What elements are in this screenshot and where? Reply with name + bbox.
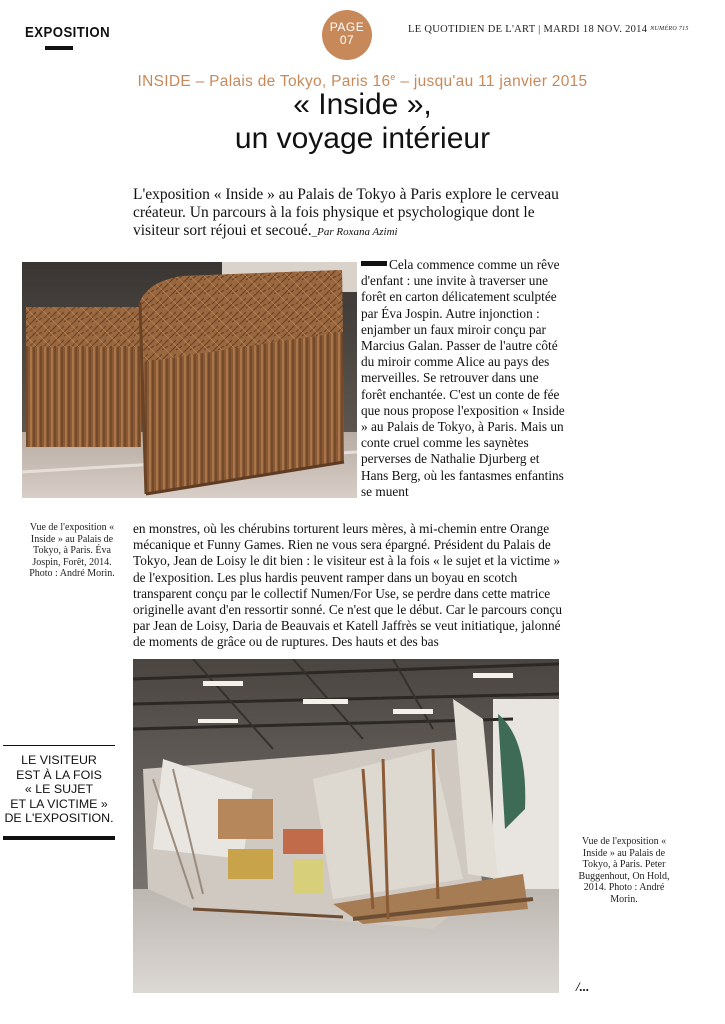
paragraph-mark — [361, 261, 387, 266]
page-number: 07 — [339, 33, 355, 47]
pull-quote-line-2: EST À LA FOIS — [16, 767, 102, 782]
masthead — [408, 24, 689, 35]
caption-photo-1: Vue de l'exposition « Inside » au Palais de Tokyo, à Paris. Éva Jospin, Forêt, 2014. Photo : André Morin. — [29, 522, 115, 579]
caption-photo-2: Vue de l'exposition « Inside » au Palais de Tokyo, à Paris. Peter Buggenhout, On Hold, 2014. Photo : André Morin. — [578, 836, 670, 905]
article-lede — [133, 186, 563, 241]
kicker-main: INSIDE – Palais de Tokyo, Paris 16 — [137, 73, 391, 91]
pull-quote-line-1: LE VISITEUR — [21, 753, 97, 767]
body-column-text — [361, 257, 565, 500]
issue-number: NUMÉRO 715 — [650, 26, 689, 32]
pull-quote — [3, 745, 115, 826]
byline: _Par Roxana Azimi — [311, 226, 398, 238]
lede-text: L'exposition « Inside » au Palais de Tokyo à Paris explore le cerveau créateur. Un parcours à la fois physique et psychologique dont le visiteur sort réjoui et secoué. — [133, 186, 559, 239]
photo-installation-on-hold — [133, 659, 559, 993]
continued-marker: /... — [576, 979, 590, 994]
section-label: EXPOSITION — [25, 24, 111, 41]
pull-quote-line-5: DE L'EXPOSITION. — [4, 811, 114, 825]
article-headline — [0, 88, 725, 156]
pull-quote-line-3: « LE SUJET — [24, 782, 94, 796]
masthead-title-date: LE QUOTIDIEN DE L'ART | MARDI 18 NOV. 2014 — [408, 24, 648, 35]
pull-quote-line-4: ET LA VICTIME » — [10, 796, 108, 811]
section-rule — [45, 46, 73, 50]
page-badge-label: PAGE — [329, 20, 365, 34]
kicker-end: – jusqu'au 11 janvier 2015 — [395, 73, 588, 91]
pull-quote-rule — [3, 836, 115, 840]
photo-cardboard-forest — [22, 262, 357, 498]
page-badge — [322, 10, 372, 60]
headline-line-1: « Inside », — [293, 88, 432, 121]
body-column: Cela commence comme un rêve d'enfant : une invite à traverser une forêt en carton délicatement sculptée par Éva Jospin. Autre injonction : enjamber un faux miroir conçu par Marcius Galan. Passer de l'autre côté du miroir comme Alice au pays des merveilles. Se retrouver dans une forêt enchantée. C'est un conte de fée que nous propose l'exposition « Inside » au Palais de Tokyo, à Paris. Mais un conte cruel comme les saynètes perverses de Nathalie Djurberg et Hans Berg, où les fantasmes enfantins se muent — [361, 257, 565, 499]
body-wide-text: en monstres, où les chérubins torturent leurs mères, à mi-chemin entre Orange mécanique et Funny Games. Rien ne vous sera épargné. Président du Palais de Tokyo, Jean de Loisy le dit bien : le visiteur est à la fois « le sujet et la victime » de l'exposition. Les plus hardis peuvent ramper dans un boyau en scotch transparent conçu par le collectif Numen/For Use, se perdre dans cette matrice originelle avant d'en ressortir sonné. Ce n'est que le début. Car le parcours conçu par Jean de Loisy, Daria de Beauvais et Katell Jaffrès se veut initiatique, jalonné de moments de grâce ou de ruptures. Des hauts et des bas — [133, 521, 563, 650]
headline-line-2: un voyage intérieur — [234, 122, 491, 155]
kicker-sup: e — [390, 72, 396, 82]
